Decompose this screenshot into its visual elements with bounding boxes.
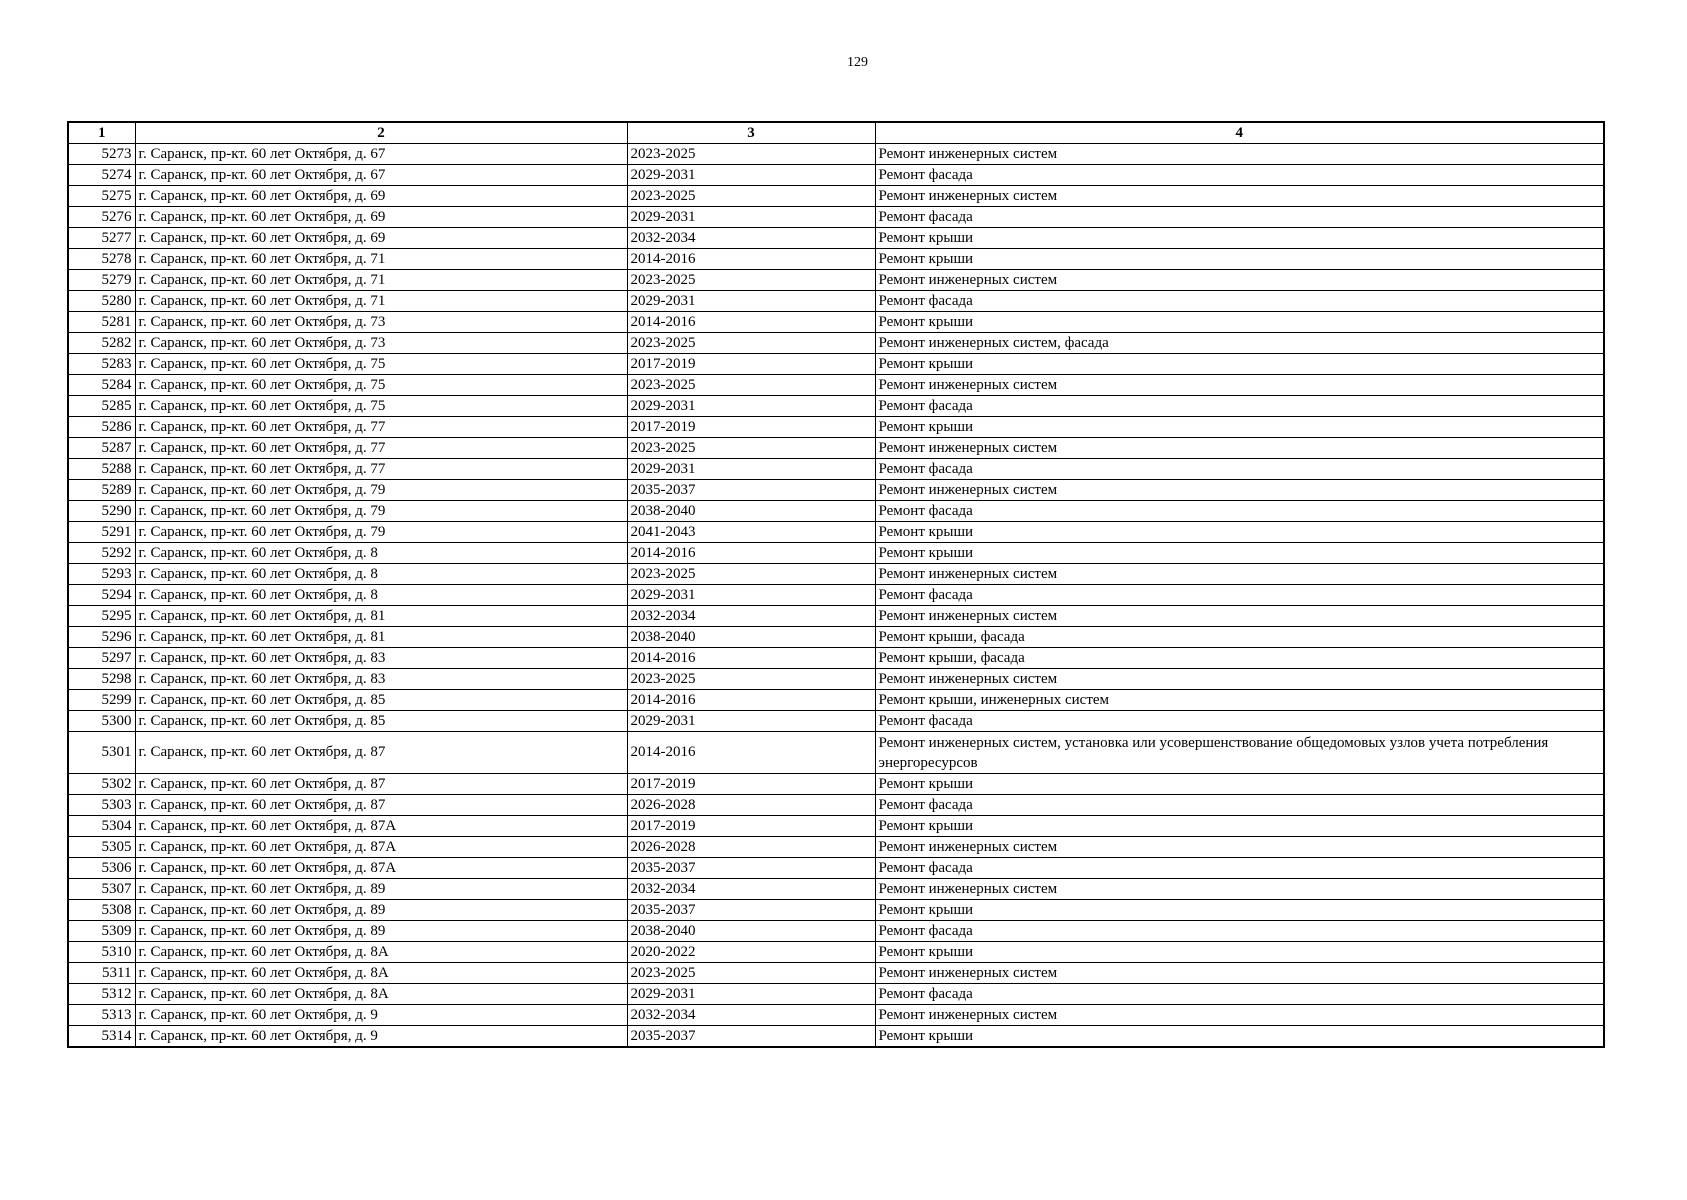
table-row (68, 354, 1604, 375)
period-cell: 2014-2016 (627, 690, 875, 711)
table-row (68, 543, 1604, 564)
work-type-cell: Ремонт фасада (875, 858, 1604, 879)
row-number-cell: 5290 (68, 501, 135, 522)
address-cell: г. Саранск, пр-кт. 60 лет Октября, д. 79 (135, 501, 627, 522)
work-type-cell: Ремонт крыши (875, 354, 1604, 375)
work-type-cell: Ремонт инженерных систем (875, 564, 1604, 585)
address-cell: г. Саранск, пр-кт. 60 лет Октября, д. 77 (135, 459, 627, 480)
row-number-cell: 5295 (68, 606, 135, 627)
row-number-cell: 5285 (68, 396, 135, 417)
work-type-cell: Ремонт фасада (875, 585, 1604, 606)
work-type-cell: Ремонт фасада (875, 711, 1604, 732)
table-row (68, 690, 1604, 711)
work-type-cell: Ремонт крыши (875, 774, 1604, 795)
address-cell: г. Саранск, пр-кт. 60 лет Октября, д. 9 (135, 1005, 627, 1026)
address-cell: г. Саранск, пр-кт. 60 лет Октября, д. 8 (135, 543, 627, 564)
period-cell: 2023-2025 (627, 144, 875, 165)
work-type-cell: Ремонт крыши (875, 942, 1604, 963)
table-row (68, 228, 1604, 249)
row-number-cell: 5276 (68, 207, 135, 228)
work-type-cell: Ремонт инженерных систем (875, 963, 1604, 984)
table-row (68, 774, 1604, 795)
row-number-cell: 5292 (68, 543, 135, 564)
work-type-cell: Ремонт инженерных систем (875, 186, 1604, 207)
address-cell: г. Саранск, пр-кт. 60 лет Октября, д. 75 (135, 354, 627, 375)
work-type-cell: Ремонт фасада (875, 165, 1604, 186)
row-number-cell: 5282 (68, 333, 135, 354)
period-cell: 2014-2016 (627, 543, 875, 564)
work-type-cell: Ремонт крыши (875, 900, 1604, 921)
work-type-cell: Ремонт крыши (875, 312, 1604, 333)
address-cell: г. Саранск, пр-кт. 60 лет Октября, д. 8 (135, 585, 627, 606)
row-number-cell: 5301 (68, 732, 135, 774)
period-cell: 2029-2031 (627, 459, 875, 480)
row-number-cell: 5299 (68, 690, 135, 711)
period-cell: 2035-2037 (627, 900, 875, 921)
column-header-4: 4 (875, 122, 1604, 144)
table-row (68, 711, 1604, 732)
address-cell: г. Саранск, пр-кт. 60 лет Октября, д. 81 (135, 606, 627, 627)
period-cell: 2023-2025 (627, 438, 875, 459)
row-number-cell: 5309 (68, 921, 135, 942)
work-type-cell: Ремонт крыши, фасада (875, 627, 1604, 648)
table-row (68, 396, 1604, 417)
period-cell: 2038-2040 (627, 501, 875, 522)
row-number-cell: 5293 (68, 564, 135, 585)
row-number-cell: 5280 (68, 291, 135, 312)
work-type-cell: Ремонт фасада (875, 291, 1604, 312)
row-number-cell: 5312 (68, 984, 135, 1005)
work-type-cell: Ремонт крыши, фасада (875, 648, 1604, 669)
work-type-cell: Ремонт фасада (875, 501, 1604, 522)
period-cell: 2032-2034 (627, 228, 875, 249)
work-type-cell: Ремонт фасада (875, 459, 1604, 480)
address-cell: г. Саранск, пр-кт. 60 лет Октября, д. 69 (135, 186, 627, 207)
period-cell: 2029-2031 (627, 165, 875, 186)
header-row (68, 122, 1604, 144)
row-number-cell: 5310 (68, 942, 135, 963)
table-row (68, 900, 1604, 921)
period-cell: 2032-2034 (627, 606, 875, 627)
period-cell: 2014-2016 (627, 732, 875, 774)
period-cell: 2023-2025 (627, 333, 875, 354)
period-cell: 2038-2040 (627, 627, 875, 648)
table-row (68, 816, 1604, 837)
table-row (68, 879, 1604, 900)
address-cell: г. Саранск, пр-кт. 60 лет Октября, д. 87А (135, 837, 627, 858)
address-cell: г. Саранск, пр-кт. 60 лет Октября, д. 8 (135, 564, 627, 585)
row-number-cell: 5278 (68, 249, 135, 270)
table-row (68, 627, 1604, 648)
address-cell: г. Саранск, пр-кт. 60 лет Октября, д. 73 (135, 333, 627, 354)
period-cell: 2017-2019 (627, 354, 875, 375)
table-row (68, 1026, 1604, 1048)
address-cell: г. Саранск, пр-кт. 60 лет Октября, д. 87 (135, 795, 627, 816)
address-cell: г. Саранск, пр-кт. 60 лет Октября, д. 79 (135, 522, 627, 543)
period-cell: 2029-2031 (627, 585, 875, 606)
work-type-cell: Ремонт инженерных систем (875, 606, 1604, 627)
table-row (68, 648, 1604, 669)
address-cell: г. Саранск, пр-кт. 60 лет Октября, д. 89 (135, 921, 627, 942)
table-row (68, 522, 1604, 543)
work-type-cell: Ремонт крыши, инженерных систем (875, 690, 1604, 711)
period-cell: 2035-2037 (627, 480, 875, 501)
column-header-3: 3 (627, 122, 875, 144)
address-cell: г. Саранск, пр-кт. 60 лет Октября, д. 71 (135, 249, 627, 270)
period-cell: 2029-2031 (627, 207, 875, 228)
address-cell: г. Саранск, пр-кт. 60 лет Октября, д. 75 (135, 375, 627, 396)
repair-schedule-table (67, 121, 1605, 1048)
period-cell: 2032-2034 (627, 879, 875, 900)
period-cell: 2029-2031 (627, 711, 875, 732)
row-number-cell: 5305 (68, 837, 135, 858)
row-number-cell: 5277 (68, 228, 135, 249)
table-row (68, 585, 1604, 606)
address-cell: г. Саранск, пр-кт. 60 лет Октября, д. 69 (135, 228, 627, 249)
table-row (68, 480, 1604, 501)
table-row (68, 312, 1604, 333)
period-cell: 2041-2043 (627, 522, 875, 543)
period-cell: 2023-2025 (627, 669, 875, 690)
table-row (68, 837, 1604, 858)
row-number-cell: 5287 (68, 438, 135, 459)
work-type-cell: Ремонт инженерных систем (875, 438, 1604, 459)
period-cell: 2023-2025 (627, 270, 875, 291)
work-type-cell: Ремонт инженерных систем (875, 879, 1604, 900)
address-cell: г. Саранск, пр-кт. 60 лет Октября, д. 77 (135, 417, 627, 438)
row-number-cell: 5289 (68, 480, 135, 501)
row-number-cell: 5303 (68, 795, 135, 816)
work-type-cell: Ремонт фасада (875, 795, 1604, 816)
work-type-cell: Ремонт инженерных систем, установка или усовершенствование общедомовых узлов учета потребления энергоресурсов (875, 732, 1604, 774)
row-number-cell: 5273 (68, 144, 135, 165)
row-number-cell: 5296 (68, 627, 135, 648)
row-number-cell: 5313 (68, 1005, 135, 1026)
period-cell: 2038-2040 (627, 921, 875, 942)
period-cell: 2017-2019 (627, 417, 875, 438)
table-row (68, 963, 1604, 984)
table-row (68, 795, 1604, 816)
address-cell: г. Саранск, пр-кт. 60 лет Октября, д. 69 (135, 207, 627, 228)
period-cell: 2026-2028 (627, 795, 875, 816)
row-number-cell: 5284 (68, 375, 135, 396)
address-cell: г. Саранск, пр-кт. 60 лет Октября, д. 85 (135, 690, 627, 711)
period-cell: 2023-2025 (627, 963, 875, 984)
row-number-cell: 5311 (68, 963, 135, 984)
table-row (68, 438, 1604, 459)
work-type-cell: Ремонт инженерных систем (875, 1005, 1604, 1026)
address-cell: г. Саранск, пр-кт. 60 лет Октября, д. 8А (135, 942, 627, 963)
address-cell: г. Саранск, пр-кт. 60 лет Октября, д. 81 (135, 627, 627, 648)
work-type-cell: Ремонт фасада (875, 207, 1604, 228)
address-cell: г. Саранск, пр-кт. 60 лет Октября, д. 71 (135, 291, 627, 312)
address-cell: г. Саранск, пр-кт. 60 лет Октября, д. 67 (135, 144, 627, 165)
address-cell: г. Саранск, пр-кт. 60 лет Октября, д. 83 (135, 648, 627, 669)
table-body (68, 144, 1604, 1048)
period-cell: 2014-2016 (627, 249, 875, 270)
table-row (68, 186, 1604, 207)
table-row (68, 984, 1604, 1005)
row-number-cell: 5279 (68, 270, 135, 291)
table-row (68, 564, 1604, 585)
row-number-cell: 5291 (68, 522, 135, 543)
period-cell: 2014-2016 (627, 648, 875, 669)
address-cell: г. Саранск, пр-кт. 60 лет Октября, д. 8А (135, 984, 627, 1005)
work-type-cell: Ремонт инженерных систем (875, 144, 1604, 165)
period-cell: 2032-2034 (627, 1005, 875, 1026)
row-number-cell: 5288 (68, 459, 135, 480)
table-row (68, 144, 1604, 165)
period-cell: 2023-2025 (627, 564, 875, 585)
column-header-2: 2 (135, 122, 627, 144)
work-type-cell: Ремонт крыши (875, 522, 1604, 543)
table-row (68, 207, 1604, 228)
table-row (68, 1005, 1604, 1026)
row-number-cell: 5314 (68, 1026, 135, 1048)
table-row (68, 942, 1604, 963)
work-type-cell: Ремонт крыши (875, 417, 1604, 438)
address-cell: г. Саранск, пр-кт. 60 лет Октября, д. 67 (135, 165, 627, 186)
period-cell: 2029-2031 (627, 984, 875, 1005)
address-cell: г. Саранск, пр-кт. 60 лет Октября, д. 83 (135, 669, 627, 690)
work-type-cell: Ремонт инженерных систем, фасада (875, 333, 1604, 354)
row-number-cell: 5298 (68, 669, 135, 690)
table-row (68, 459, 1604, 480)
table-row (68, 669, 1604, 690)
address-cell: г. Саранск, пр-кт. 60 лет Октября, д. 87А (135, 816, 627, 837)
work-type-cell: Ремонт инженерных систем (875, 270, 1604, 291)
work-type-cell: Ремонт фасада (875, 984, 1604, 1005)
work-type-cell: Ремонт крыши (875, 249, 1604, 270)
period-cell: 2023-2025 (627, 375, 875, 396)
row-number-cell: 5283 (68, 354, 135, 375)
table-row (68, 291, 1604, 312)
period-cell: 2035-2037 (627, 858, 875, 879)
address-cell: г. Саранск, пр-кт. 60 лет Октября, д. 85 (135, 711, 627, 732)
table-row (68, 921, 1604, 942)
work-type-cell: Ремонт крыши (875, 1026, 1604, 1048)
address-cell: г. Саранск, пр-кт. 60 лет Октября, д. 79 (135, 480, 627, 501)
table-row (68, 270, 1604, 291)
row-number-cell: 5307 (68, 879, 135, 900)
table-row (68, 501, 1604, 522)
table-row (68, 606, 1604, 627)
row-number-cell: 5297 (68, 648, 135, 669)
row-number-cell: 5294 (68, 585, 135, 606)
work-type-cell: Ремонт инженерных систем (875, 669, 1604, 690)
period-cell: 2017-2019 (627, 816, 875, 837)
row-number-cell: 5306 (68, 858, 135, 879)
period-cell: 2017-2019 (627, 774, 875, 795)
period-cell: 2029-2031 (627, 396, 875, 417)
address-cell: г. Саранск, пр-кт. 60 лет Октября, д. 87 (135, 732, 627, 774)
row-number-cell: 5286 (68, 417, 135, 438)
address-cell: г. Саранск, пр-кт. 60 лет Октября, д. 87 (135, 774, 627, 795)
address-cell: г. Саранск, пр-кт. 60 лет Октября, д. 89 (135, 900, 627, 921)
work-type-cell: Ремонт инженерных систем (875, 837, 1604, 858)
period-cell: 2014-2016 (627, 312, 875, 333)
work-type-cell: Ремонт крыши (875, 816, 1604, 837)
address-cell: г. Саранск, пр-кт. 60 лет Октября, д. 75 (135, 396, 627, 417)
row-number-cell: 5274 (68, 165, 135, 186)
address-cell: г. Саранск, пр-кт. 60 лет Октября, д. 8А (135, 963, 627, 984)
row-number-cell: 5302 (68, 774, 135, 795)
period-cell: 2023-2025 (627, 186, 875, 207)
work-type-cell: Ремонт инженерных систем (875, 375, 1604, 396)
work-type-cell: Ремонт фасада (875, 396, 1604, 417)
table-row (68, 375, 1604, 396)
work-type-cell: Ремонт фасада (875, 921, 1604, 942)
row-number-cell: 5308 (68, 900, 135, 921)
table-row (68, 165, 1604, 186)
table-row (68, 249, 1604, 270)
page-number: 129 (847, 55, 868, 70)
address-cell: г. Саранск, пр-кт. 60 лет Октября, д. 71 (135, 270, 627, 291)
row-number-cell: 5300 (68, 711, 135, 732)
row-number-cell: 5275 (68, 186, 135, 207)
work-type-cell: Ремонт крыши (875, 228, 1604, 249)
work-type-cell: Ремонт крыши (875, 543, 1604, 564)
table-row (68, 417, 1604, 438)
table-row (68, 333, 1604, 354)
work-type-cell: Ремонт инженерных систем (875, 480, 1604, 501)
address-cell: г. Саранск, пр-кт. 60 лет Октября, д. 87А (135, 858, 627, 879)
period-cell: 2029-2031 (627, 291, 875, 312)
period-cell: 2020-2022 (627, 942, 875, 963)
row-number-cell: 5281 (68, 312, 135, 333)
period-cell: 2035-2037 (627, 1026, 875, 1048)
table-row (68, 858, 1604, 879)
period-cell: 2026-2028 (627, 837, 875, 858)
address-cell: г. Саранск, пр-кт. 60 лет Октября, д. 9 (135, 1026, 627, 1048)
address-cell: г. Саранск, пр-кт. 60 лет Октября, д. 77 (135, 438, 627, 459)
table-header (68, 122, 1604, 144)
address-cell: г. Саранск, пр-кт. 60 лет Октября, д. 73 (135, 312, 627, 333)
address-cell: г. Саранск, пр-кт. 60 лет Октября, д. 89 (135, 879, 627, 900)
column-header-1: 1 (68, 122, 135, 144)
table-row (68, 732, 1604, 774)
row-number-cell: 5304 (68, 816, 135, 837)
